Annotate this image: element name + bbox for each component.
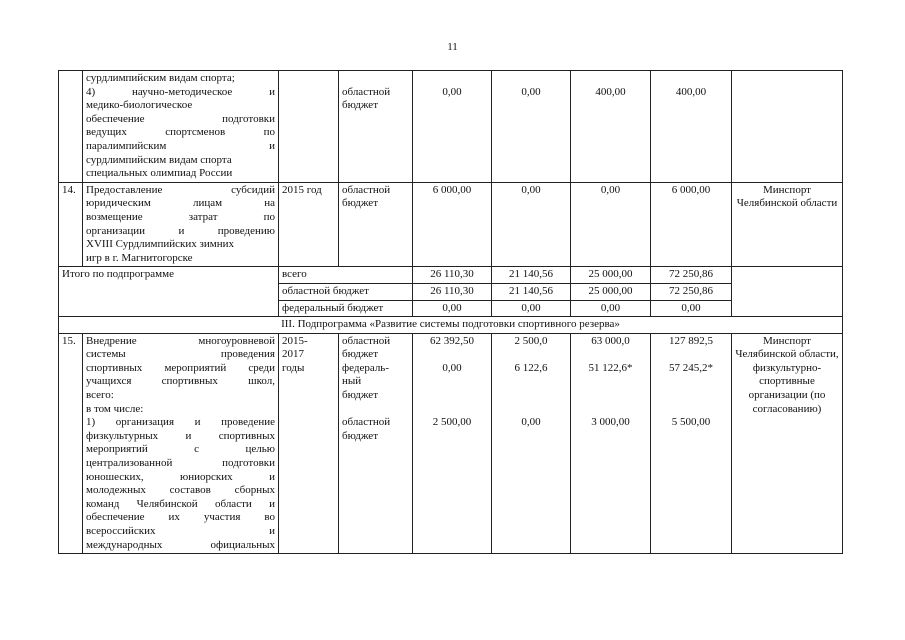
subtotal-source: областной бюджет [279,283,413,300]
value-total: 57 245,2* [669,361,713,374]
description-line: мероприятий с целью [86,443,275,456]
cell-description [83,333,279,554]
cell-2016: 0,00 [492,182,571,267]
cell-2016 [492,333,571,554]
cell-executor [732,71,843,183]
executor-line: организации (по [748,389,826,402]
table-row-continued [59,71,843,183]
description-line: специальных олимпиад России [86,167,233,180]
description-line: XVIII Сурдлимпийских зимних [86,238,234,251]
executor-line: Минспорт [763,183,811,196]
executor-line: спортивные [759,375,815,388]
cell-term [279,71,339,183]
cell-total [651,71,732,183]
description-line: обеспечение их участия во [86,511,275,524]
value-2017: 400,00 [595,85,626,98]
description-line: юридическим лицам на [86,197,275,210]
value-2016: 0,00 [521,85,541,98]
cell-2017 [571,333,651,554]
subtotal-source: всего [279,267,413,284]
subtotal-2015: 26 110,30 [413,283,492,300]
subtotal-executor [732,267,843,317]
subtotal-source: федеральный бюджет [279,300,413,317]
cell-source [339,71,413,183]
source-line: федераль- [342,361,389,374]
term-line: 2017 [282,348,304,361]
description-line: игр в г. Магнитогорске [86,251,193,264]
cell-source [339,333,413,554]
value-2015: 0,00 [442,361,462,374]
description-line: учащихся спортивных школ, [86,375,275,388]
subtotal-2016: 21 140,56 [492,283,571,300]
description-line: обеспечение подготовки [86,112,275,125]
value-total: 400,00 [675,85,707,98]
subtotal-2017: 0,00 [571,300,651,317]
cell-2016 [492,71,571,183]
executor-line: Челябинской области [736,197,838,210]
description-line: возмещение затрат по [86,210,275,223]
section-title: III. Подпрограмма «Развитие системы подготовки спортивного резерва» [59,317,843,334]
description-line: системы проведения [86,348,275,361]
executor-line: согласованию) [752,402,822,415]
cell-2017: 0,00 [571,182,651,267]
source-line: ный [342,375,362,388]
subtotal-total: 72 250,86 [651,283,732,300]
table-row-14 [59,182,843,267]
description-line: всего: [86,389,114,402]
description-line: в том числе: [86,402,144,415]
value-2016: 2 500,0 [514,334,548,347]
description-line: паралимпийским и [86,139,275,152]
description-line: международных официальных [86,538,275,551]
cell-term [279,333,339,554]
cell-2015: 6 000,00 [413,182,492,267]
cell-2015 [413,333,492,554]
source-line: областной [342,334,391,347]
source-line: бюджет [342,197,378,210]
subtotal-2017: 25 000,00 [571,283,651,300]
source-line: бюджет [342,348,378,361]
value-total: 127 892,5 [669,334,713,347]
cell-description [83,182,279,267]
program-table [58,70,843,554]
page-number: 11 [447,41,458,53]
description-line: юношеских, юниорских и [86,470,275,483]
cell-2015 [413,71,492,183]
value-2016: 6 122,6 [514,361,548,374]
value-2015: 2 500,00 [432,416,472,429]
cell-num [59,71,83,183]
term-line: годы [282,361,305,374]
section-heading-row [59,317,843,334]
description-line: физкультурных и спортивных [86,429,275,442]
executor-line: физкультурно- [752,361,822,374]
description-line: всероссийских и [86,525,275,537]
executor-line: Минспорт [763,334,811,347]
description-line: 1) организация и проведение [86,416,275,429]
table-row-15 [59,333,843,554]
description-line: ведущих спортсменов по [86,126,275,139]
description-line: спортивных мероприятий среди [86,361,275,374]
subtotal-2017: 25 000,00 [571,267,651,284]
value-2015: 62 392,50 [430,334,474,347]
cell-term: 2015 год [279,182,339,267]
subtotal-label: Итого по подпрограмме [59,267,279,317]
description-line: сурдлимпийским видам спорта [86,153,232,166]
cell-2017 [571,71,651,183]
cell-total: 6 000,00 [651,182,732,267]
source-line: областной [342,85,391,98]
cell-total [651,333,732,554]
value-total: 5 500,00 [671,416,711,429]
cell-executor [732,333,843,554]
value-2015: 0,00 [442,85,462,98]
subtotal-total: 0,00 [651,300,732,317]
cell-description [83,71,279,183]
source-line: бюджет [342,389,378,402]
description-line: централизованной подготовки [86,457,275,470]
description-line: медико-биологическое [86,99,193,112]
description-line: Предоставление субсидий [86,183,275,196]
cell-num: 14. [59,182,83,267]
cell-source [339,182,413,267]
value-2017: 63 000,0 [591,334,630,347]
subtotal-2015: 26 110,30 [413,267,492,284]
description-line: команд Челябинской области и [86,497,275,510]
subtotal-2016: 0,00 [492,300,571,317]
cell-executor [732,182,843,267]
executor-line: Челябинской области, [735,348,839,361]
source-line: бюджет [342,99,378,112]
subtotal-2015: 0,00 [413,300,492,317]
source-line: бюджет [342,429,378,442]
source-line: областной [342,183,391,196]
cell-num: 15. [59,333,83,554]
description-line: организации и проведению [86,224,275,237]
description-line: сурдлимпийским видам спорта; [86,72,235,84]
subtotal-2016: 21 140,56 [492,267,571,284]
source-line: областной [342,416,391,429]
description-line: 4) научно-методическое и [86,85,275,98]
value-2017: 51 122,6* [588,361,633,374]
subtotal-total: 72 250,86 [651,267,732,284]
description-line: Внедрение многоуровневой [86,334,275,347]
term-line: 2015- [282,334,308,347]
description-line: молодежных составов сборных [86,484,275,497]
subtotal-row-all [59,267,843,284]
value-2016: 0,00 [521,416,541,429]
value-2017: 3 000,00 [591,416,630,429]
